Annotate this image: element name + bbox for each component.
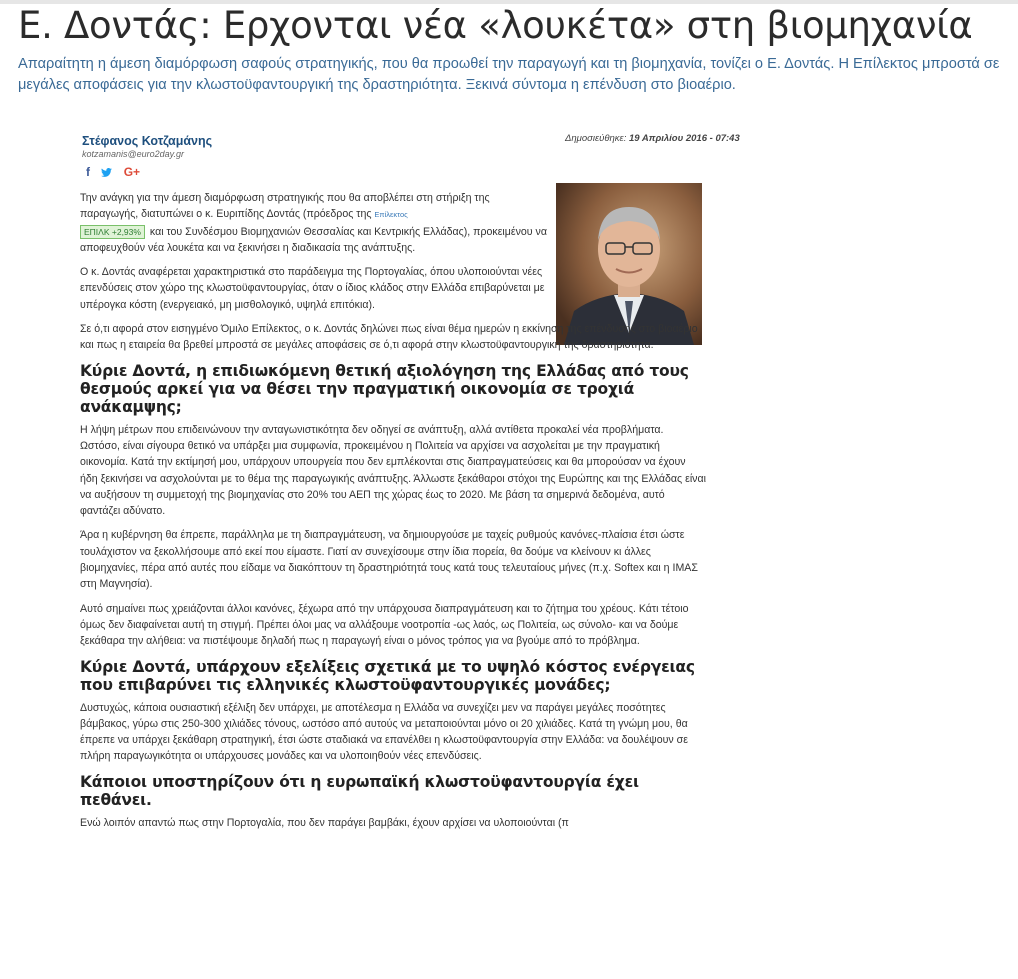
article-body (80, 190, 706, 839)
paragraph: Αυτό σημαίνει πως χρειάζονται άλλοι κανόνες, ξέχωρα από την υπάρχουσα διαπραγμάτευση και το ζήτημα του χρέους. Κάτι τέτοιο όμως δεν διαφαίνεται αυτή τη στιγμή. Πρέπει όλοι μας να αλλάξουμε νοοτροπία -ως λαός, ως Πολιτεία, ως σύνολο- και να δούμε ξεκάθαρα την αλήθεια: να πιστέψουμε δηλαδή πως η παραγωγή είναι ο μόνος τρόπος για να βγούμε από το πρόβλημα. (80, 602, 689, 648)
paragraph-text: Την ανάγκη για την άμεση διαμόρφωση στρατηγικής που θα αποβλέπει στη στήριξη της παραγωγής, διατυπώνει ο κ. Ευριπίδης Δοντάς (πρόεδρος της (80, 192, 490, 221)
section-heading: Κάποιοι υποστηρίζουν ότι η ευρωπαϊκή κλωστοϋφαντουργία έχει πεθάνει. (80, 772, 639, 809)
google-plus-icon[interactable]: G+ (123, 165, 141, 179)
paragraph: Η λήψη μέτρων που επιδεινώνουν την ανταγωνιστικότητα δεν οδηγεί σε ανάπτυξη, αλλά αντίθετα προκαλεί νέα προβλήματα. Ωστόσο, είναι σίγουρα θετικό να υπάρξει μια συμφωνία, προκειμένου η Πολιτεία να αρχίσει να ασχολείται με την πραγματική οικονομία. Κατά την εκτίμησή μου, υπάρχουν υπουργεία που δεν εμπλέκονται στις διαπραγματεύσεις και θα μπορούσαν να έχουν ήδη ξεκινήσει να ασχολούνται με το θέμα της παραγωγικής ανάπτυξης. Άλλωστε ξεκάθαροι στόχοι της Ευρώπης και της Ελλάδας είναι να αυξήσουν τη συμμετοχή της βιομηχανίας στο 20% του ΑΕΠ της χώρας έως το 2020. Με βάση τα σημερινά δεδομένα, αυτό φαντάζει αδύνατο. (80, 423, 706, 518)
author-name-link[interactable]: Στέφανος Κοτζαμάνης (82, 134, 213, 148)
article-lede: Απαραίτητη η άμεση διαμόρφωση σαφούς στρατηγικής, που θα προωθεί την παραγωγή και τη βιομηχανία, τονίζει ο Ε. Δοντάς. Η Επίλεκτος μπροστά σε μεγάλες αποφάσεις για την κλωστοϋφαντουργική της δραστηριότητα. Ξεκινά σύντομα η επένδυση στο βιοαέριο. (18, 56, 1000, 93)
publish-date (565, 133, 740, 144)
facebook-icon[interactable]: f (86, 165, 90, 179)
social-share (86, 165, 148, 179)
paragraph: Ενώ λοιπόν απαντώ πως στην Πορτογαλία, που δεν παράγει βαμβάκι, έχουν αρχίσει να υλοποιούνται (π (80, 816, 569, 829)
paragraph: Ο κ. Δοντάς αναφέρεται χαρακτηριστικά στο παράδειγμα της Πορτογαλίας, όπου υλοποιούνται νέες επενδύσεις στον χώρο της κλωστοϋφαντουργίας, όταν ο ίδιος κλάδος στην Ελλάδα επιβαρύνεται με υπέρογκα κόστη (ενεργειακό, μη μισθολογικό, υψηλά επιτόκια). (80, 266, 545, 311)
publish-datetime: 19 Απριλίου 2016 - 07:43 (629, 133, 740, 144)
paragraph: Δυστυχώς, κάποια ουσιαστική εξέλιξη δεν υπάρχει, με αποτέλεσμα η Ελλάδα να συνεχίζει μεν να παράγει μεγάλες ποσότητες βάμβακος, γύρω στις 250-300 χιλιάδες τόνους, ωστόσο από αυτούς να μεταποιούνται μόνο οι 20 χιλιάδες. Κατά τη γνώμη μου, θα έπρεπε να υπάρχει ξεκάθαρη στρατηγική, έτσι ώστε σταδιακά να επανέλθει η κλωστοϋφαντουργία στην Ελλάδα: να δουλέψουν σε πλήρη παραγωγικότητα οι υπάρχουσες μονάδες και να υλοποιηθούν νέες επενδύσεις. (80, 701, 688, 763)
publish-label: Δημοσιεύθηκε: (565, 133, 627, 144)
article-headline: Ε. Δοντάς: Ερχονται νέα «λουκέτα» στη βιομηχανία (18, 4, 973, 47)
paragraph: Άρα η κυβέρνηση θα έπρεπε, παράλληλα με τη διαπραγμάτευση, να δημιουργούσε με ταχείς ρυθμούς κανόνες-πλαίσια έτσι ώστε τουλάχιστον να ξεκολλήσουμε από εκεί που είμαστε. Γιατί αν συνεχίσουμε στην ίδια πορεία, θα δούμε να κλείνουν κι άλλες βιομηχανίες, πέρα από αυτές που είδαμε να διακόπτουν τη δραστηριότητά τους κατά τους τελευταίους μήνες (π.χ. Softex και η ΙΜΑΣ στη Μαγνησία). (80, 529, 698, 591)
paragraph (80, 190, 548, 256)
section-heading: Κύριε Δοντά, η επιδιωκόμενη θετική αξιολόγηση της Ελλάδας από τους θεσμούς αρκεί για να θέσει την πραγματική οικονομία σε τροχιά ανάκαμψης; (80, 361, 689, 416)
author-block (82, 134, 382, 160)
stock-ticker-badge[interactable]: ΕΠΙΛΚ +2,93% (80, 225, 145, 239)
section-heading: Κύριε Δοντά, υπάρχουν εξελίξεις σχετικά με το υψηλό κόστος ενέργειας που επιβαρύνει τις ελληνικές κλωστοϋφαντουργικές μονάδες; (80, 657, 695, 694)
paragraph-text: και του Συνδέσμου Βιομηχανιών Θεσσαλίας και Κεντρικής Ελλάδας), προκειμένου να αποφευχθούν νέα λουκέτα και να ξεκινήσει η διαδικασία της ανάπτυξης. (80, 225, 547, 254)
paragraph: Σε ό,τι αφορά στον εισηγμένο Όμιλο Επίλεκτος, ο κ. Δοντάς δηλώνει πως είναι θέμα ημερών η εκκίνηση της επένδυσης στο βιοαέριο και πως η εταιρεία θα βρεθεί μπροστά σε μεγάλες αποφάσεις σε ό,τι αφορά στην κλωστοϋφαντουργική της δραστηριότητα. (80, 323, 698, 352)
twitter-icon[interactable] (101, 165, 115, 179)
author-email: kotzamanis@euro2day.gr (82, 149, 185, 159)
company-link[interactable]: Επίλεκτος (374, 210, 408, 220)
